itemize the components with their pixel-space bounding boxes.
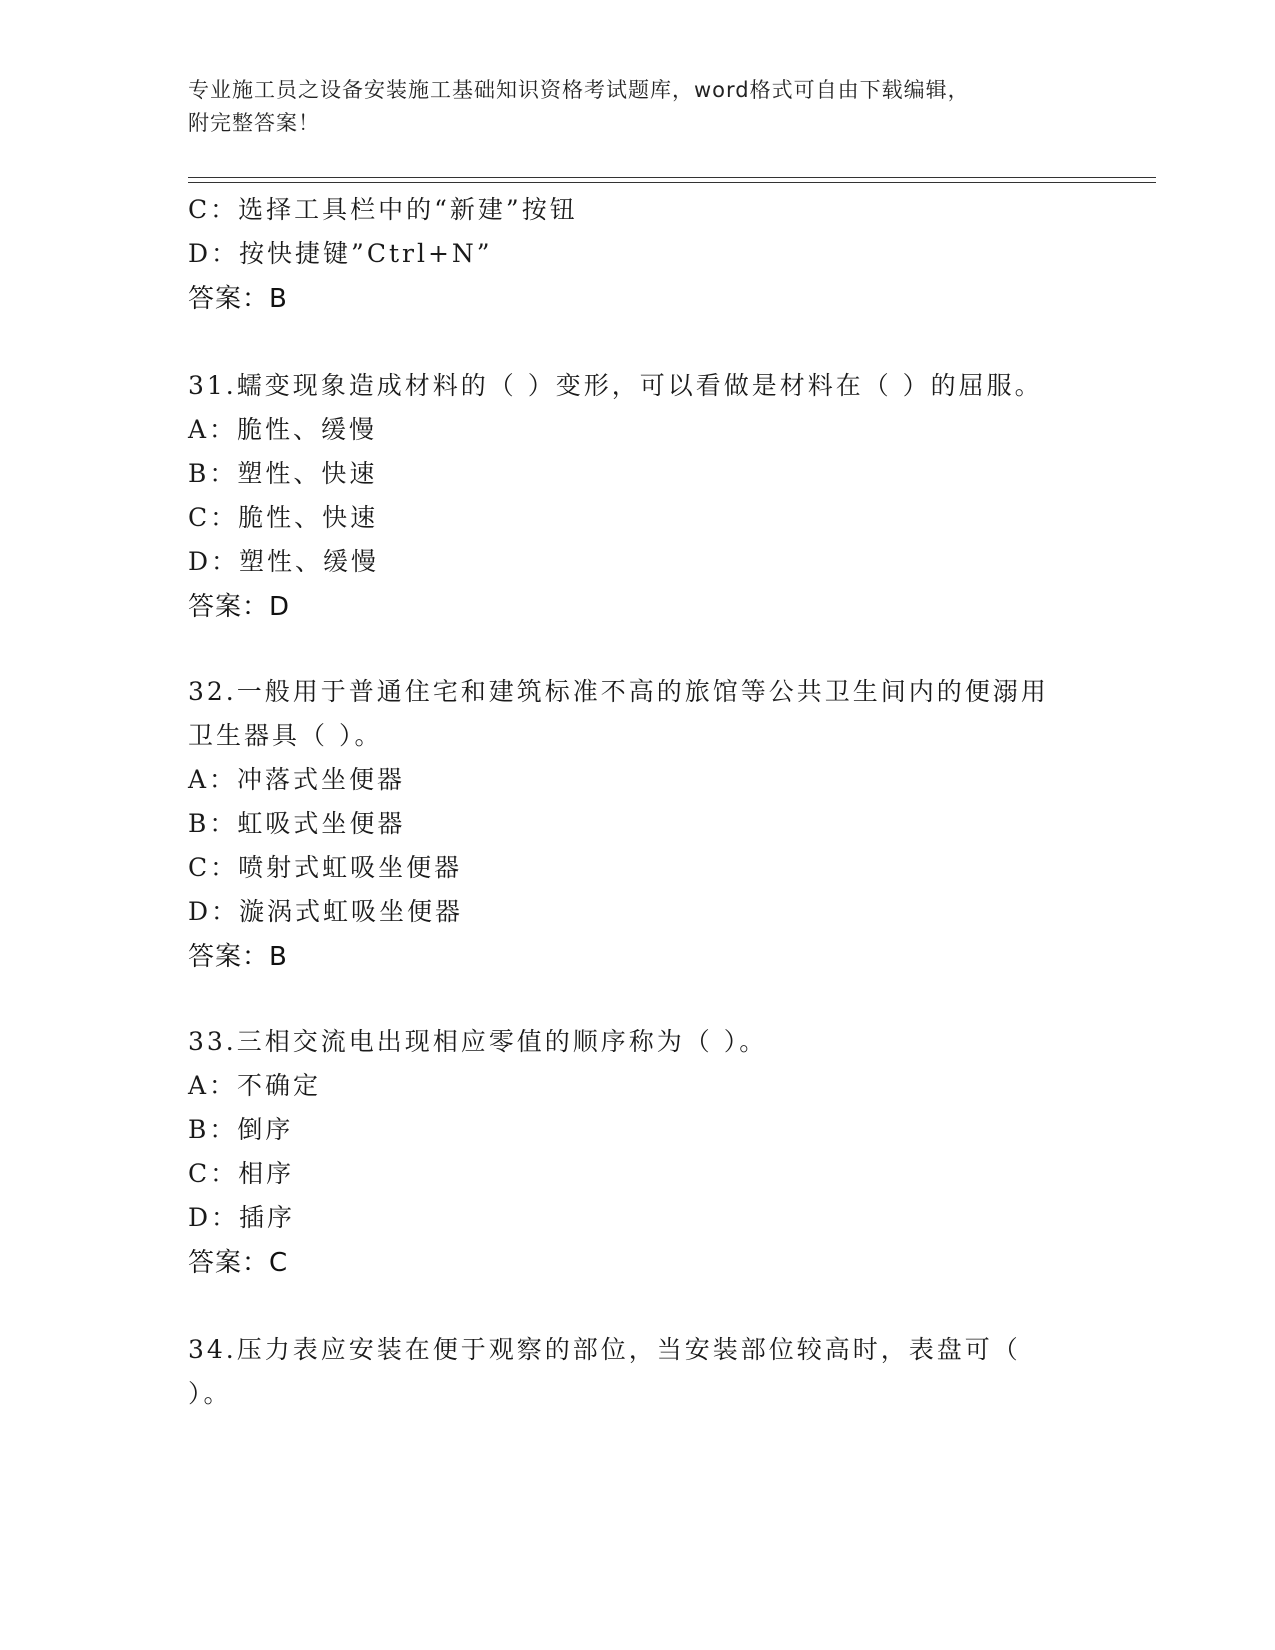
question-31-option-b: B：塑性、快速 xyxy=(188,459,378,488)
carryover-option-c: C：选择工具栏中的“新建”按钮 xyxy=(188,195,578,224)
question-32-stem-line-2: 卫生器具（ ）。 xyxy=(188,721,383,750)
question-32-option-a: A：冲落式坐便器 xyxy=(188,765,406,794)
question-32-answer: 答案：B xyxy=(188,942,288,972)
question-33-option-c: C：相序 xyxy=(188,1159,295,1188)
question-33-stem: 33.三相交流电出现相应零值的顺序称为（ ）。 xyxy=(188,1027,768,1056)
carryover-option-d: D：按快捷键”Ctrl+N” xyxy=(188,239,493,268)
document-header xyxy=(188,74,1088,140)
question-32-option-d: D：漩涡式虹吸坐便器 xyxy=(188,897,464,926)
question-31-answer: 答案：D xyxy=(188,592,291,622)
question-33-option-b: B：倒序 xyxy=(188,1115,294,1144)
question-31-option-d: D：塑性、缓慢 xyxy=(188,547,380,576)
question-32-stem-line-1: 32.一般用于普通住宅和建筑标准不高的旅馆等公共卫生间内的便溺用 xyxy=(188,677,1049,706)
carryover-answer: 答案：B xyxy=(188,284,288,314)
header-line-2: 附完整答案！ xyxy=(188,111,320,135)
question-32-option-c: C：喷射式虹吸坐便器 xyxy=(188,853,463,882)
header-divider-bottom xyxy=(188,182,1156,183)
question-34-stem-line-1: 34.压力表应安装在便于观察的部位，当安装部位较高时，表盘可（ xyxy=(188,1335,1021,1364)
question-31-option-a: A：脆性、缓慢 xyxy=(188,415,378,444)
question-34-stem-line-2: ）。 xyxy=(188,1379,232,1408)
question-31-option-c: C：脆性、快速 xyxy=(188,503,379,532)
question-32-option-b: B：虹吸式坐便器 xyxy=(188,809,406,838)
header-divider-top xyxy=(188,177,1156,178)
question-33-answer: 答案：C xyxy=(188,1248,289,1278)
question-33-option-a: A：不确定 xyxy=(188,1071,322,1100)
header-line-1: 专业施工员之设备安装施工基础知识资格考试题库，word格式可自由下载编辑， xyxy=(188,78,970,102)
question-33-option-d: D：插序 xyxy=(188,1203,296,1232)
question-31-stem: 31.蠕变现象造成材料的（ ）变形，可以看做是材料在（ ）的屈服。 xyxy=(188,371,1043,400)
